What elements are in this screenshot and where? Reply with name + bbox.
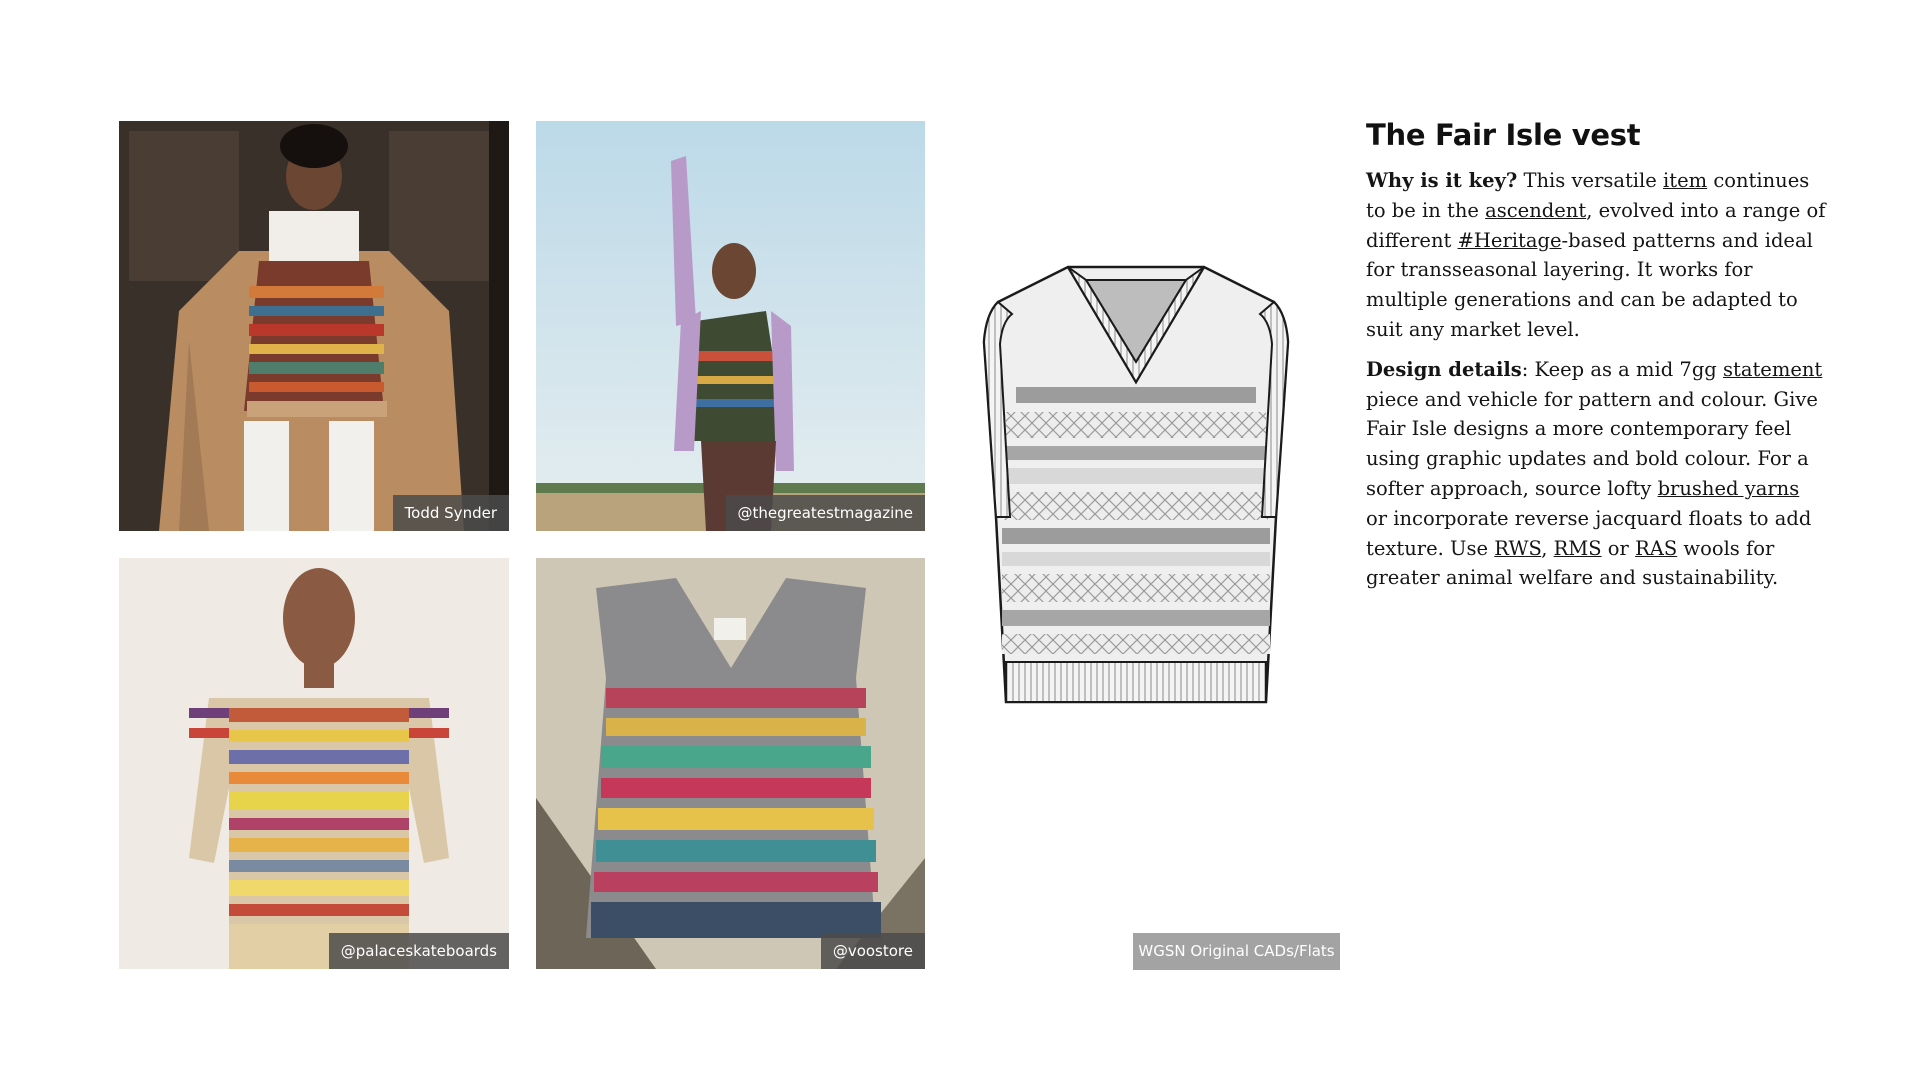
fair-isle-vest-flat-drawing xyxy=(976,262,1296,732)
text-span: wools for greater animal welfare and sustainability. xyxy=(1366,536,1779,590)
text-span: or incorporate reverse jacquard floats to add texture. Use xyxy=(1366,506,1812,560)
link-statement[interactable]: statement xyxy=(1723,357,1823,381)
design-details-lead: Design details xyxy=(1366,357,1522,381)
link-rms[interactable]: RMS xyxy=(1553,536,1602,560)
photo-credit: Todd Synder xyxy=(393,495,509,531)
cad-credit: WGSN Original CADs/Flats xyxy=(1133,933,1340,970)
link-brushed-yarns[interactable]: brushed yarns xyxy=(1657,476,1800,500)
article xyxy=(1366,118,1826,603)
text-span: , xyxy=(1541,536,1554,560)
why-key-lead: Why is it key? xyxy=(1366,169,1518,192)
photo-voostore xyxy=(536,558,925,969)
text-span: continues to be in the xyxy=(1366,169,1810,222)
model-sky-fair-isle-vest-photo xyxy=(536,121,925,531)
text-span: , evolved into a range of different xyxy=(1366,198,1826,252)
photo-palaceskateboards xyxy=(119,558,509,969)
link-heritage[interactable]: #Heritage xyxy=(1457,228,1562,252)
text-span: or xyxy=(1601,536,1636,560)
mohair-fair-isle-vest-photo xyxy=(536,558,925,969)
model-striped-sweater-vest-photo xyxy=(119,558,509,969)
design-details-paragraph xyxy=(1366,355,1826,593)
model-coat-fair-isle-vest-photo xyxy=(119,121,509,531)
why-key-paragraph xyxy=(1366,166,1826,345)
link-item[interactable]: item xyxy=(1663,169,1708,192)
text-span: piece and vehicle for pattern and colour. Give Fair Isle designs a more contemporary feel using graphic updates and bold colour. For a softer approach, source lofty xyxy=(1366,387,1818,500)
article-title: The Fair Isle vest xyxy=(1366,118,1641,152)
photo-credit: @palaceskateboards xyxy=(329,933,509,969)
photo-thegreatestmagazine xyxy=(536,121,925,531)
photo-credit: @thegreatestmagazine xyxy=(726,495,926,531)
link-ras[interactable]: RAS xyxy=(1635,536,1678,560)
link-rws[interactable]: RWS xyxy=(1494,536,1542,560)
photo-credit: @voostore xyxy=(821,933,925,969)
text-span: : Keep as a mid 7gg xyxy=(1521,357,1723,381)
photo-todd-synder xyxy=(119,121,509,531)
link-ascendent[interactable]: ascendent xyxy=(1485,198,1587,222)
text-span: This versatile xyxy=(1517,169,1664,192)
text-span: -based patterns and ideal for transseasonal layering. It works for multiple generations and can be adapted to suit any market level. xyxy=(1366,228,1813,341)
